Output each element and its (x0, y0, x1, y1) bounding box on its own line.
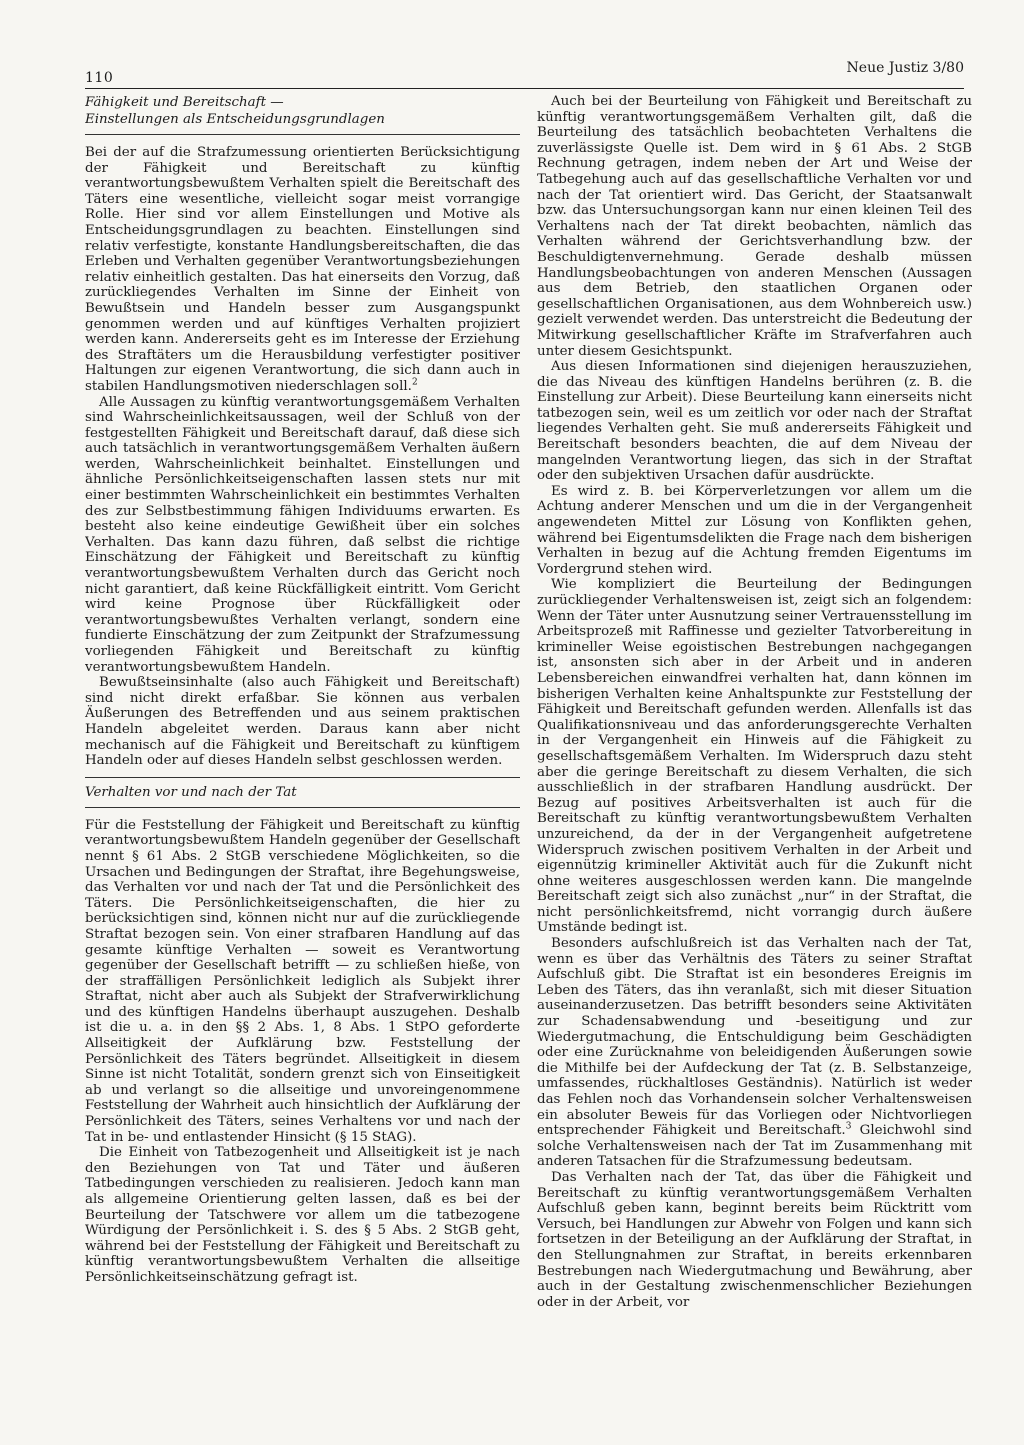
heading-rule-top (85, 777, 520, 778)
header-rule (85, 88, 964, 89)
left-column (85, 94, 520, 1370)
paragraph: Besonders aufschlußreich ist das Verhalten nach der Tat, wenn es über das Verhältnis des Täters zu seiner Straftat Aufschluß gibt. Die Straftat ist ein besonderes Ereignis im Leben des Täters, das ihn veranlaßt, sich mit dieser Situation auseinanderzusetzen. Das betrifft besonders seine Aktivitäten zur Schadensabwendung und -beseitigung und zur Wiedergutmachung, die Entschuldigung beim Geschädigten oder eine Zurücknahme von beleidigenden Äußerungen sowie die Mithilfe bei der Aufdeckung der Tat (z. B. Selbstanzeige, umfassendes, rückhaltloses Geständnis). Natürlich ist weder das Fehlen noch das Vorhandensein solcher Verhaltensweisen ein absoluter Beweis für das Vorliegen oder Nichtvorliegen entsprechender Fähigkeit und Bereitschaft.$^3$ Gleichwohl sind solche Verhaltensweisen nach der Tat im Zusammenhang mit anderen Tatsachen für die Strafzumessung bedeutsam. (537, 936, 972, 1170)
journal-reference: Neue Justiz 3/80 (846, 60, 964, 76)
paragraph: Für die Feststellung der Fähigkeit und Bereitschaft zu künftig verantwortungsbewußtem Handeln gegenüber der Gesellschaft nennt § 61 Abs. 2 StGB verschiedene Möglichkeiten, so die Ursachen und Bedingungen der Straftat, ihre Begehungsweise, das Verhalten vor und nach der Tat und die Persönlichkeit des Täters. Die Persönlichkeitseigenschaften, die hier zu berücksichtigen sind, können nicht nur auf die zurückliegende Straftat bezogen sein. Von einer strafbaren Handlung auf das gesamte künftige Verhalten — soweit es Verantwortung gegenüber der Gesellschaft betrifft — zu schließen hieße, von der straffälligen Persönlichkeit lediglich als Subjekt ihrer Straftat, nicht aber auch als Subjekt der Strafverwirklichung und des künftigen Handelns überhaupt auszugehen. Deshalb ist die u. a. in den §§ 2 Abs. 1, 8 Abs. 1 StPO geforderte Allseitigkeit der Aufklärung bzw. Feststellung der Persönlichkeit des Täters begründet. Allseitigkeit in diesem Sinne ist nicht Totalität, sondern grenzt sich von Einseitigkeit ab und verlangt so die allseitige und unvoreingenommene Feststellung der Wahrheit auch hinsichtlich der Aufklärung der Persönlichkeit des Täters, seines Verhaltens vor und nach der Tat in be- und entlastender Hinsicht (§ 15 StAG). (85, 817, 520, 1145)
paragraph: Auch bei der Beurteilung von Fähigkeit und Bereitschaft zu künftig verantwortungsgemäßem Verhalten gilt, daß die Beurteilung des tatsächlich beobachteten Verhaltens die zuverlässigste Quelle ist. Dem wird in § 61 Abs. 2 StGB Rechnung getragen, indem neben der Art und Weise der Tatbegehung auch auf das gesellschaftliche Verhalten vor und nach der Tat orientiert wird. Das Gericht, der Staatsanwalt bzw. das Untersuchungsorgan kann nur einen kleinen Teil des Verhaltens nach der Tat direkt beobachten, nämlich das Verhalten während der Gerichtsverhandlung bzw. der Beschuldigtenvernehmung. Gerade deshalb müssen Handlungsbeobachtungen von anderen Menschen (Aussagen aus dem Betrieb, den staatlichen Organen oder gesellschaftlichen Organisationen, aus dem Wohnbereich usw.) gezielt verwendet werden. Das unterstreicht die Bedeutung der Mitwirkung gesellschaftlicher Kräfte im Strafverfahren auch unter diesem Gesichtspunkt. (537, 94, 972, 359)
footnote-ref: 2 (411, 377, 418, 388)
footnote-ref: 3 (845, 1121, 852, 1132)
heading-rule (85, 807, 520, 808)
section-heading-capability (85, 94, 520, 135)
paragraph: Es wird z. B. bei Körperverletzungen vor allem um die Achtung anderer Menschen und um die in der Vergangenheit angewendeten Mittel zur Lösung von Konflikten gehen, während bei Eigentumsdelikten die Frage nach dem bisherigen Verhalten in bezug auf die Achtung fremden Eigentums im Vordergrund stehen wird. (537, 483, 972, 577)
page-number: 110 (85, 70, 114, 86)
section-heading-behavior (85, 777, 520, 808)
paragraph: Wie kompliziert die Beurteilung der Bedingungen zurückliegender Verhaltensweisen ist, zeigt sich an folgendem: Wenn der Täter unter Ausnutzung seiner Vertrauensstellung im Arbeitsprozeß mit Raffinesse und gezielter Tatvorbereitung in krimineller Weise egoistischen Bestrebungen nachgegangen ist, ansonsten sich aber in der Arbeit und in anderen Lebensbereichen einwandfrei verhalten hat, dann können im bisherigen Verhalten keine Anhaltspunkte zur Feststellung der Fähigkeit und Bereitschaft gefunden werden. Allenfalls ist das Qualifikationsniveau und das anforderungsgerechte Verhalten in der Vergangenheit ein Hinweis auf die Fähigkeit zu gesellschaftsgemäßem Verhalten. Im Widerspruch dazu steht aber die geringe Bereitschaft zu diesem Verhalten, die sich ausschließlich in der strafbaren Handlung ausdrückt. Der Bezug auf positives Arbeitsverhalten ist auch für die Bereitschaft zu künftig verantwortungsbewußtem Verhalten unzureichend, da der in der Vergangenheit aufgetretene Widerspruch zwischen positivem Verhalten in der Arbeit und eigennützig krimineller Aktivität auch für die Zukunft nicht ohne weiteres ausgeschlossen werden kann. Die mangelnde Bereitschaft zeigt sich also zunächst „nur“ in der Straftat, die nicht persönlichkeitsfremd, nicht vorrangig durch äußere Umstände bedingt ist. (537, 577, 972, 936)
right-column (537, 94, 972, 1370)
paragraph: Bei der auf die Strafzumessung orientierten Berücksichtigung der Fähigkeit und Bereitschaft zu künftig verantwortungsbewußtem Verhalten spielt die Bereitschaft des Täters eine wesentliche, vielleicht sogar meist vorrangige Rolle. Hier sind vor allem Einstellungen und Motive als Entscheidungsgrundlagen zu beachten. Einstellungen sind relativ verfestigte, konstante Handlungsbereitschaften, die das Erleben und Verhalten gegenüber Verantwortungsbeziehungen relativ einheitlich gestalten. Das hat einerseits den Vorzug, daß zurückliegendes Verhalten im Sinne der Einheit von Bewußtsein und Handeln besser zum Ausgangspunkt genommen werden und auf künftiges Verhalten projiziert werden kann. Andererseits geht es im Interesse der Erziehung des Straftäters um die Herausbildung verfestigter positiver Haltungen zur eigenen Verantwortung, die sich dann auch in stabilen Handlungsmotiven niederschlagen soll.$^2$ (85, 145, 520, 394)
heading-line: Verhalten vor und nach der Tat (85, 784, 297, 800)
heading-rule (85, 134, 520, 135)
paragraph: Alle Aussagen zu künftig verantwortungsgemäßem Verhalten sind Wahrscheinlichkeitsaussagen, weil der Schluß von der festgestellten Fähigkeit und Bereitschaft darauf, daß diese sich auch tatsächlich in verantwortungsgemäßem Verhalten äußern werden, Wahrscheinlichkeit beinhaltet. Einstellungen und ähnliche Persönlichkeitseigenschaften lassen stets nur mit einer bestimmten Wahrscheinlichkeit ein bestimmtes Verhalten des zur Selbstbestimmung fähigen Individuums erwarten. Es besteht also keine eindeutige Gewißheit über ein solches Verhalten. Das kann dazu führen, daß selbst die richtige Einschätzung der Fähigkeit und Bereitschaft zu künftig verantwortungsbewußtem Verhalten durch das Gericht noch nicht garantiert, daß keine Rückfälligkeit eintritt. Vom Gericht wird keine Prognose über Rückfälligkeit oder verantwortungsbewußtes Verhalten verlangt, sondern eine fundierte Einschätzung der zum Zeitpunkt der Strafzumessung vorliegenden Fähigkeit und Bereitschaft zu künftig verantwortungsbewußtem Handeln. (85, 394, 520, 675)
paragraph: Bewußtseinsinhalte (also auch Fähigkeit und Bereitschaft) sind nicht direkt erfaßbar. Sie können aus verbalen Äußerungen des Betreffenden und aus seinem praktischen Handeln abgeleitet werden. Daraus kann aber nicht mechanisch auf die Fähigkeit und Bereitschaft zu künftigem Handeln oder auf dieses Handeln selbst geschlossen werden. (85, 675, 520, 769)
heading-line: Fähigkeit und Bereitschaft — (85, 95, 284, 110)
paragraph: Die Einheit von Tatbezogenheit und Allseitigkeit ist je nach den Beziehungen von Tat und Täter und äußeren Tatbedingungen verschieden zu realisieren. Jedoch kann man als allgemeine Orientierung gelten lassen, daß es bei der Beurteilung der Tatschwere vor allem um die tatbezogene Würdigung der Persönlichkeit i. S. des § 5 Abs. 2 StGB geht, während bei der Feststellung der Fähigkeit und Bereitschaft zu künftig verantwortungsbewußtem Verhalten die allseitige Persönlichkeitseinschätzung gefragt ist. (85, 1145, 520, 1285)
heading-line: Einstellungen als Entscheidungsgrundlagen (85, 112, 385, 127)
paragraph: Aus diesen Informationen sind diejenigen herauszuziehen, die das Niveau des künftigen Handelns berühren (z. B. die Einstellung zur Arbeit). Diese Beurteilung kann einerseits nicht tatbezogen sein, weil es um zeitlich vor oder nach der Straftat liegendes Verhalten geht. Sie muß andererseits Fähigkeit und Bereitschaft besonders beachten, die auf dem Niveau der mangelnden Verantwortung liegen, das sich in der Straftat oder den subjektiven Ursachen dafür ausdrückte. (537, 359, 972, 484)
paragraph: Das Verhalten nach der Tat, das über die Fähigkeit und Bereitschaft zu künftig verantwortungsgemäßem Verhalten Aufschluß geben kann, beginnt bereits beim Rücktritt vom Versuch, bei Handlungen zur Abwehr von Folgen und kann sich fortsetzen in der Beteiligung an der Aufklärung der Straftat, in den Stellungnahmen zur Straftat, in bereits erkennbaren Bestrebungen nach Wiedergutmachung und Bewährung, aber auch in der Gestaltung zwischenmenschlicher Beziehungen oder in der Arbeit, vor (537, 1169, 972, 1310)
